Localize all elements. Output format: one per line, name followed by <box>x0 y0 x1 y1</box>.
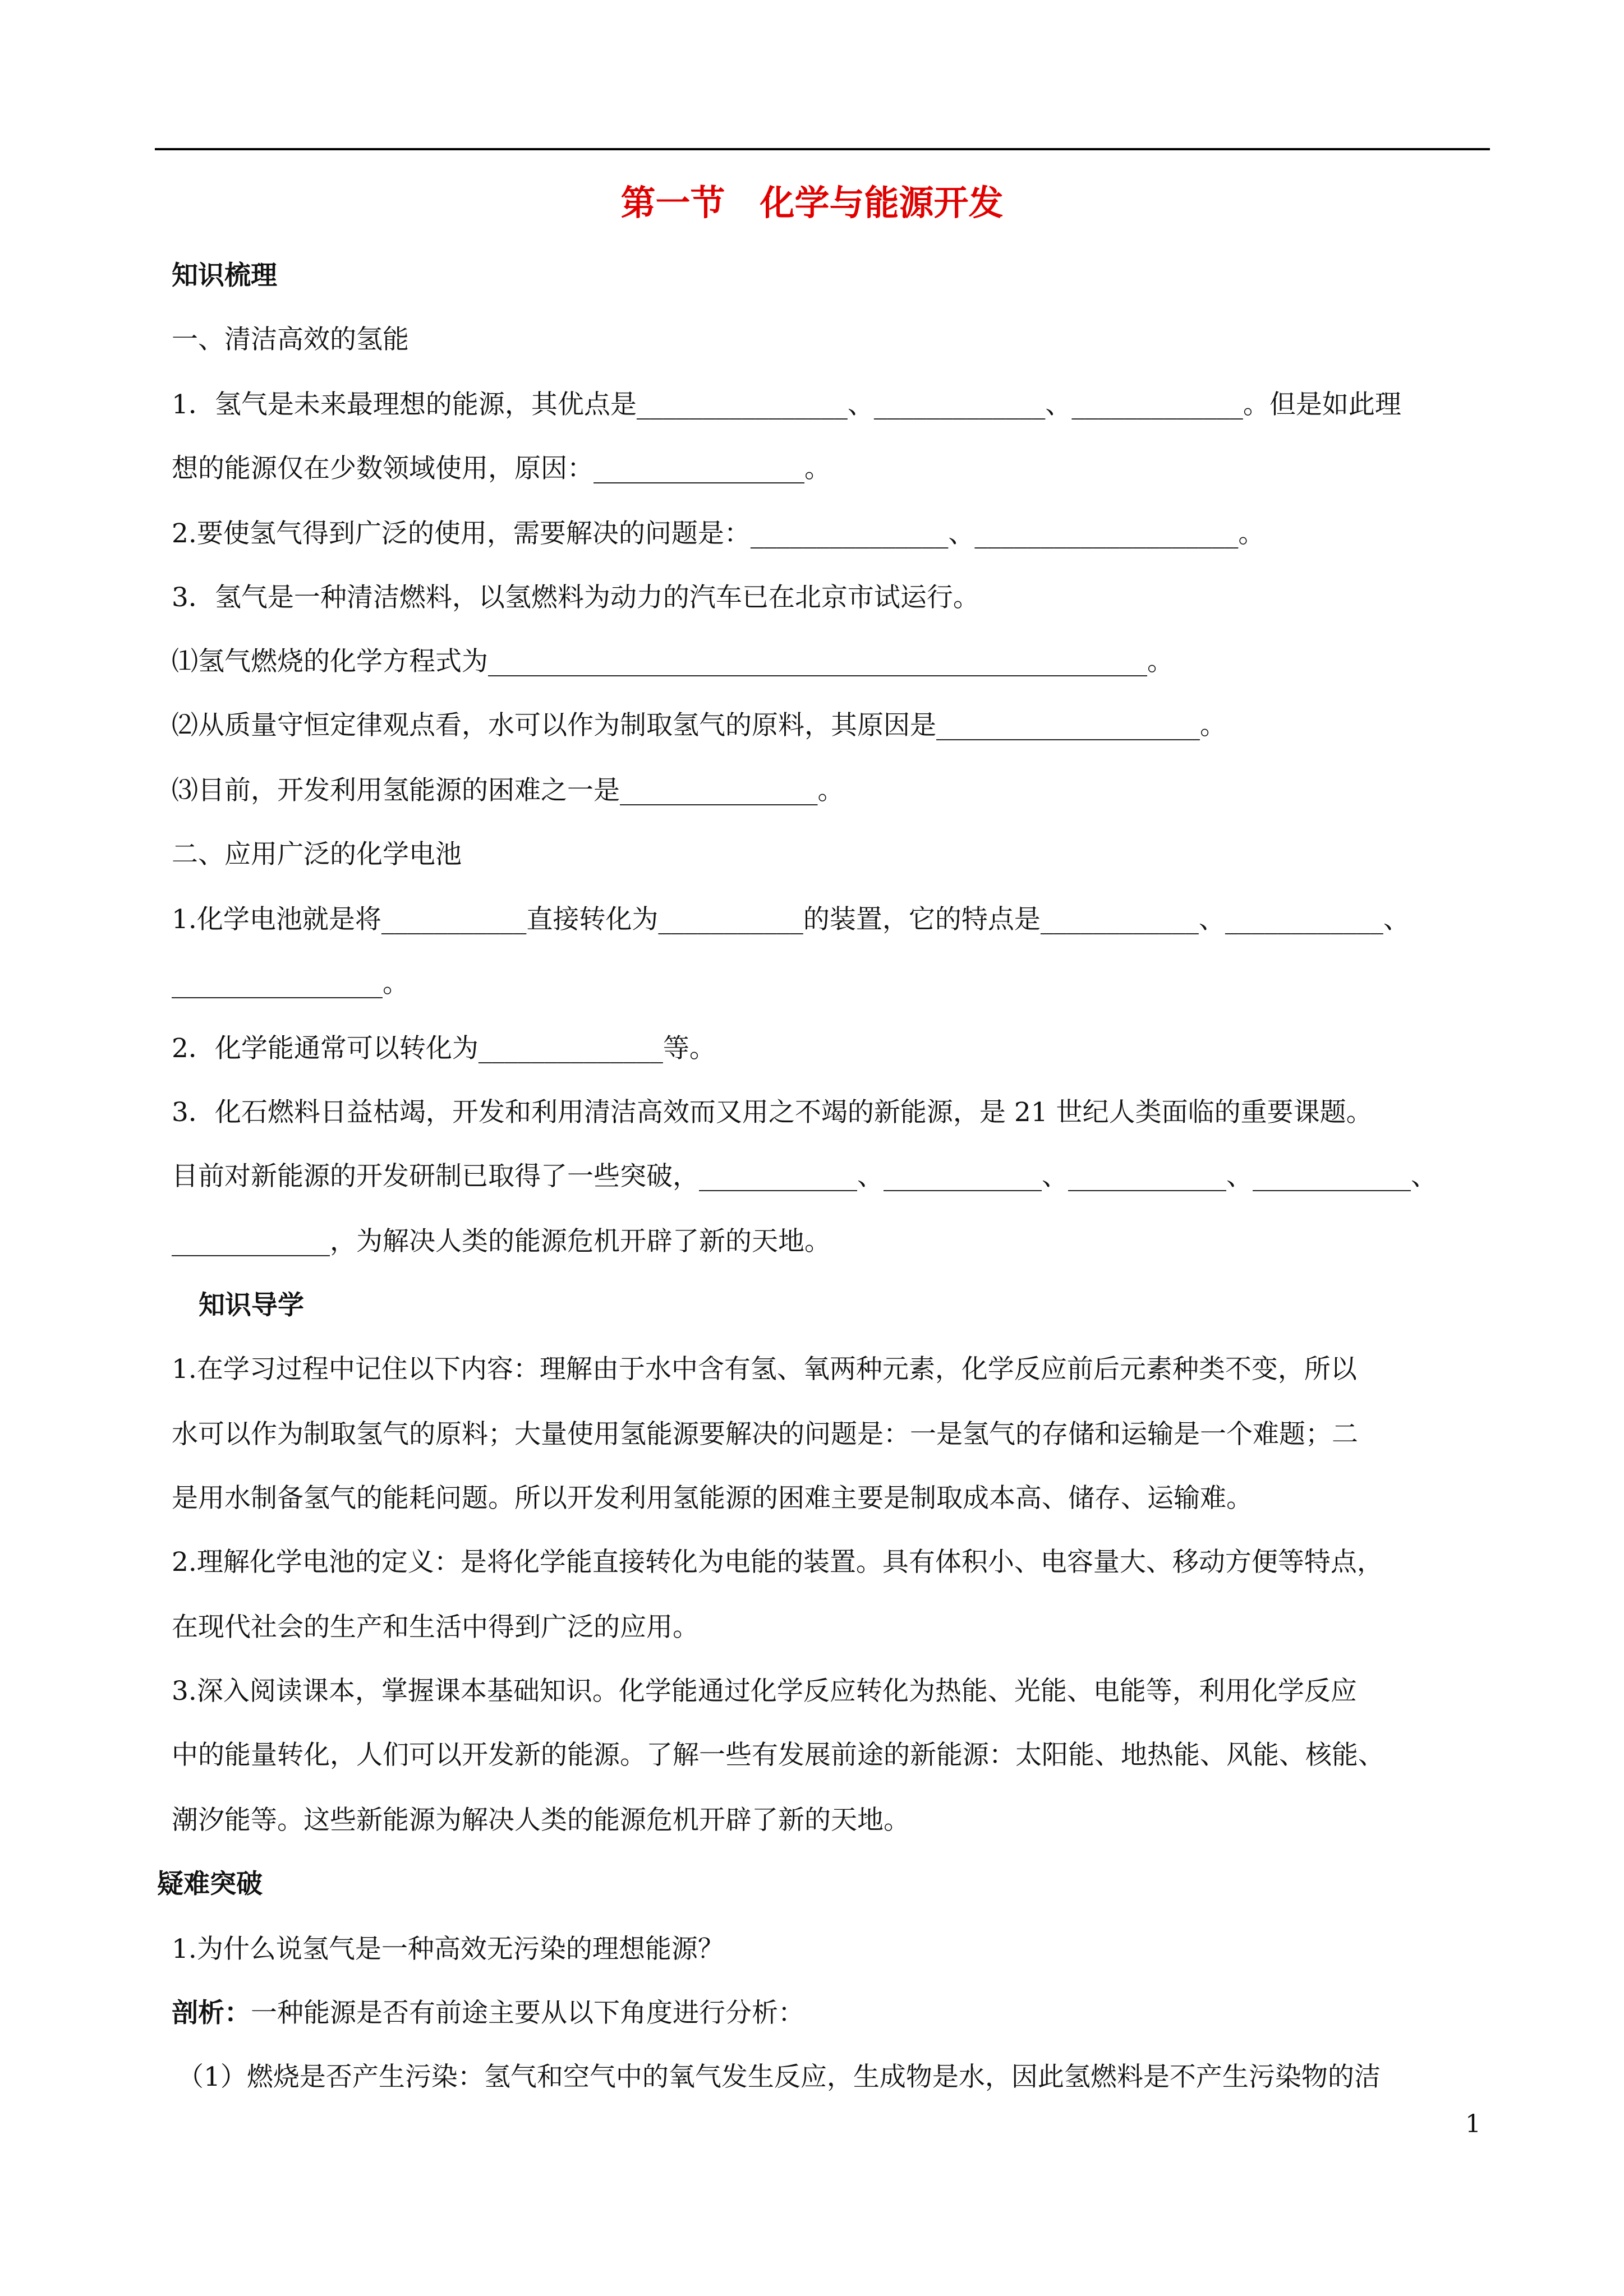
page-number: 1 <box>1465 2110 1481 2138</box>
paragraph-line: 2.理解化学电池的定义：是将化学能直接转化为电能的装置。具有体积小、电容量大、移动方便等特点， <box>172 1547 1383 1578</box>
heading-difficulties: 疑难突破 <box>157 1869 263 1899</box>
heading-knowledge-guide: 知识导学 <box>199 1290 304 1321</box>
question-line: ⑵从质量守恒定律观点看，水可以作为制取氢气的原料，其原因是____________________。 <box>172 710 1226 741</box>
question-line: 1．氢气是未来最理想的能源，其优点是________________、_____________、_____________。但是如此理 <box>172 389 1401 420</box>
question-line: ⑴氢气燃烧的化学方程式为__________________________________________________。 <box>172 646 1174 677</box>
question-line: ⑶目前，开发利用氢能源的困难之一是_______________。 <box>172 775 844 806</box>
analysis-label: 剖析： <box>172 1998 251 2028</box>
page-title: 第一节 化学与能源开发 <box>620 182 1004 223</box>
question-line: ________________。 <box>172 968 409 999</box>
paragraph-line: 水可以作为制取氢气的原料；大量使用氢能源要解决的问题是：一是氢气的存储和运输是一个难题；二 <box>172 1419 1358 1450</box>
question-line: 1.化学电池就是将___________直接转化为___________的装置，它的特点是____________、____________、 <box>172 904 1410 935</box>
paragraph-line: 3.深入阅读课本，掌握课本基础知识。化学能通过化学反应转化为热能、光能、电能等，利用化学反应 <box>172 1676 1357 1707</box>
question-line: ____________，为解决人类的能源危机开辟了新的天地。 <box>172 1226 831 1257</box>
question-line: 3．化石燃料日益枯竭，开发和利用清洁高效而又用之不竭的新能源，是 21 世纪人类面临的重要课题。 <box>172 1097 1373 1128</box>
header-rule <box>155 148 1490 150</box>
paragraph-line: （1）燃烧是否产生污染：氢气和空气中的氧气发生反应，生成物是水，因此氢燃料是不产生污染物的洁 <box>177 2062 1381 2092</box>
section-battery-heading: 二、应用广泛的化学电池 <box>172 839 462 870</box>
analysis-text: 一种能源是否有前途主要从以下角度进行分析： <box>251 1998 804 2028</box>
question-line: 2．化学能通常可以转化为______________等。 <box>172 1033 716 1064</box>
section-hydrogen-heading: 一、清洁高效的氢能 <box>172 324 409 355</box>
paragraph-line: 1.在学习过程中记住以下内容：理解由于水中含有氢、氧两种元素，化学反应前后元素种类不变，所以 <box>172 1354 1357 1385</box>
paragraph-line: 1.为什么说氢气是一种高效无污染的理想能源？ <box>172 1934 724 1965</box>
heading-knowledge-summary: 知识梳理 <box>172 260 277 291</box>
paragraph-line: 在现代社会的生产和生活中得到广泛的应用。 <box>172 1612 699 1643</box>
analysis-line <box>172 1997 804 2030</box>
question-line: 2.要使氢气得到广泛的使用，需要解决的问题是：_______________、____________________。 <box>172 518 1265 549</box>
paragraph-line: 中的能量转化，人们可以开发新的能源。了解一些有发展前途的新能源：太阳能、地热能、风能、核能、 <box>172 1740 1384 1771</box>
paragraph-line: 潮汐能等。这些新能源为解决人类的能源危机开辟了新的天地。 <box>172 1805 910 1836</box>
paragraph-line: 是用水制备氢气的能耗问题。所以开发利用氢能源的困难主要是制取成本高、储存、运输难。 <box>172 1483 1253 1514</box>
question-line: 想的能源仅在少数领域使用，原因：________________。 <box>172 453 831 484</box>
question-line: 3．氢气是一种清洁燃料，以氢燃料为动力的汽车已在北京市试运行。 <box>172 582 979 613</box>
question-line: 目前对新能源的开发研制已取得了一些突破，____________、____________、____________、____________、 <box>172 1161 1437 1192</box>
